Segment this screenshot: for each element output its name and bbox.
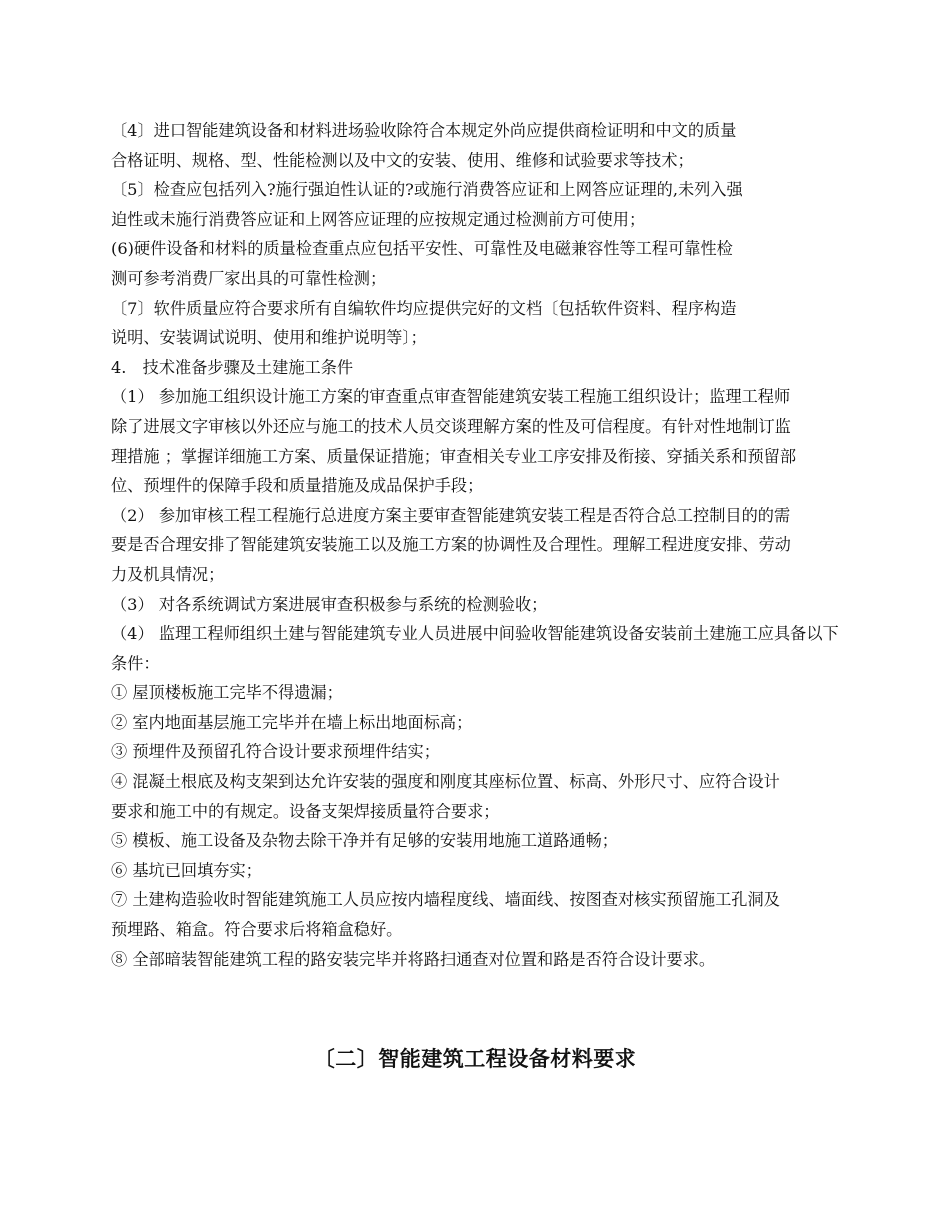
- text-line: 理措施 ；掌握详细施工方案、质量保证措施；审查相关专业工序安排及衔接、穿插关系和预留部: [111, 446, 797, 466]
- text-line: （1） 参加施工组织设计施工方案的审查重点审查智能建筑安装工程施工组织设计；监理工程师: [111, 387, 791, 407]
- paragraph-schedule-review: [111, 501, 843, 590]
- text-line: ② 室内地面基层施工完毕并在墙上标出地面标高；: [111, 712, 473, 732]
- paragraph-construction-plan-review: [111, 382, 843, 500]
- paragraph-certification-check: [111, 175, 843, 234]
- list-item-2: [111, 708, 843, 738]
- paragraph-import-acceptance: [111, 116, 843, 175]
- text-line: （4） 监理工程师组织土建与智能建筑专业人员进展中间验收智能建筑设备安装前土建施工应具备以下: [111, 624, 839, 644]
- text-line: ⑥ 基坑已回填夯实；: [111, 860, 262, 880]
- text-line: 除了进展文字审核以外还应与施工的技术人员交谈理解方案的性及可信程度。有针对性地制订监: [111, 416, 791, 436]
- text-line: ③ 预埋件及预留孔符合设计要求预埋件结实；: [111, 742, 440, 762]
- text-line: 4. 技术准备步骤及土建施工条件: [111, 357, 354, 377]
- text-line: ⑤ 模板、施工设备及杂物去除干净并有足够的安装用地施工道路通畅；: [111, 831, 618, 851]
- text-line: 测可参考消费厂家出具的可靠性检测；: [111, 268, 387, 288]
- paragraph-commissioning-review: [111, 590, 843, 620]
- text-line: 位、预埋件的保障手段和质量措施及成品保护手段；: [111, 476, 484, 496]
- text-line: 预埋路、箱盒。符合要求后将箱盒稳好。: [111, 920, 403, 940]
- text-line: ① 屋顶楼板施工完毕不得遗漏；: [111, 683, 343, 703]
- text-line: 要是否合理安排了智能建筑安装施工以及施工方案的协调性及合理性。理解工程进度安排、劳动: [111, 535, 791, 555]
- text-line: 迫性或未施行消费答应证和上网答应证理的应按规定通过检测前方可使用；: [111, 209, 646, 229]
- section-title-technical-preparation: [111, 353, 843, 383]
- text-line: 〔7〕软件质量应符合要求所有自编软件均应提供完好的文档〔包括软件资料、程序构造: [111, 298, 737, 318]
- text-line: 要求和施工中的有规定。设备支架焊接质量符合要求；: [111, 801, 500, 821]
- list-item-1: [111, 678, 843, 708]
- text-line: 合格证明、规格、型、性能检测以及中文的安装、使用、维修和试验要求等技术；: [111, 150, 694, 170]
- text-line: （2） 参加审核工程工程施行总进度方案主要审查智能建筑安装工程是否符合总工控制目的的需: [111, 505, 791, 525]
- list-item-4: [111, 767, 843, 826]
- text-line: ⑦ 土建构造验收时智能建筑施工人员应按内墙程度线、墙面线、按图查对核实预留施工孔洞及: [111, 890, 780, 910]
- list-item-8: [111, 945, 843, 975]
- paragraph-software-quality: [111, 294, 843, 353]
- list-item-7: [111, 885, 843, 944]
- list-item-5: [111, 826, 843, 856]
- text-line: 〔4〕进口智能建筑设备和材料进场验收除符合本规定外尚应提供商检证明和中文的质量: [111, 121, 737, 140]
- section-heading: 〔二〕智能建筑工程设备材料要求: [313, 1046, 637, 1071]
- text-line: 〔5〕检查应包括列入?施行强迫性认证的?或施行消费答应证和上网答应证理的,未列入强: [111, 180, 743, 200]
- text-line: ⑧ 全部暗装智能建筑工程的路安装完毕并将路扫通查对位置和路是否符合设计要求。: [111, 949, 716, 969]
- list-item-3: [111, 737, 843, 767]
- text-line: ④ 混凝土根底及构支架到达允许安装的强度和刚度其座标位置、标高、外形尺寸、应符合设计: [111, 772, 780, 792]
- text-line: 条件：: [111, 653, 160, 673]
- text-line: 说明、安装调试说明、使用和维护说明等〕；: [111, 328, 427, 348]
- text-line: （3） 对各系统调试方案进展审查积极参与系统的检测验收；: [111, 594, 548, 614]
- paragraph-intermediate-acceptance: [111, 619, 843, 678]
- paragraph-hardware-quality: [111, 234, 843, 293]
- list-item-6: [111, 856, 843, 886]
- body-text: [111, 116, 843, 974]
- text-line: 力及机具情况；: [111, 564, 225, 584]
- text-line: (6)硬件设备和材料的质量检查重点应包括平安性、可靠性及电磁兼容性等工程可靠性检: [111, 239, 733, 259]
